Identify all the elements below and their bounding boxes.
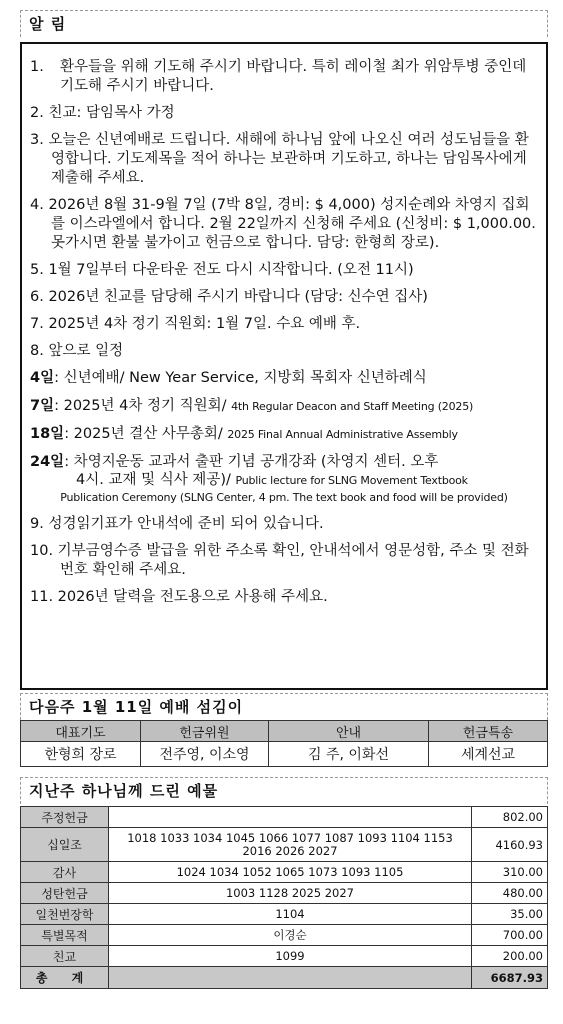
schedule-text-en: Public lecture for SLNG Movement Textbook: [235, 474, 468, 487]
schedule-text-en-cont: Publication Ceremony (SLNG Center, 4 pm. The text book and food will be provided): [60, 491, 508, 504]
schedule-day: 18일: [30, 426, 65, 442]
offering-total-row: [21, 967, 548, 989]
notice-item-3: 3. 오늘은 신년예배로 드립니다. 새해에 하나님 앞에 나오신 여러 성도님들을 환영합니다. 기도제목을 적어 하나는 보관하며 기도하고, 하나는 담임목사에게 제출해 주세요.: [30, 132, 529, 186]
notice-item-8: 8. 앞으로 일정: [30, 343, 124, 359]
notice-item-1: [30, 58, 538, 96]
offering-amount: 4160.93: [472, 828, 548, 862]
offering-amount: 200.00: [472, 946, 548, 967]
service-header: 헌금특송: [429, 721, 548, 742]
offering-ids: 1018 1033 1034 1045 1066 1077 1087 1093 1104 1153 2016 2026 2027: [109, 828, 472, 862]
notice-item-6: 6. 2026년 친교를 담당해 주시기 바랍니다 (담당: 신수연 집사): [30, 289, 428, 305]
notice-item-2: 2. 친교: 담임목사 가정: [30, 105, 175, 121]
notice-title: 알 림: [20, 10, 548, 37]
offering-row: [21, 904, 548, 925]
offering-label: 십일조: [21, 828, 109, 862]
notice-item-7: 7. 2025년 4차 정기 직원회: 1월 7일. 수요 예배 후.: [30, 316, 361, 332]
schedule-text-cont: 4시. 교재 및 식사 제공)/: [76, 472, 236, 488]
offering-ids: 1024 1034 1052 1065 1073 1093 1105: [109, 862, 472, 883]
schedule-day: 7일: [30, 398, 55, 414]
service-cell: 전주영, 이소영: [141, 742, 269, 767]
schedule-text: : 신년예배/ New Year Service, 지방회 목회자 신년하례식: [54, 370, 427, 386]
schedule-text: : 차영지운동 교과서 출판 기념 공개강좌 (차영지 센터. 오후: [64, 454, 439, 470]
offering-total-blank: [109, 967, 472, 989]
schedule-item-18: [30, 425, 538, 444]
offering-ids: [109, 807, 472, 828]
notice-box: [20, 42, 548, 690]
offering-amount: 310.00: [472, 862, 548, 883]
offering-ids: 1104: [109, 904, 472, 925]
offering-row: [21, 862, 548, 883]
offering-title: 지난주 하나님께 드린 예물: [20, 777, 548, 804]
offering-amount: 802.00: [472, 807, 548, 828]
notice-item-4: 4. 2026년 8월 31-9월 7일 (7박 8일, 경비: $ 4,000) 성지순례와 차영지 집회를 이스라엘에서 합니다. 2월 22일까지 신청해 주세요 (신청비: $ 1,000.00. 못가시면 환불 불가이고 헌금으로 합니다. 담당: 한형희 장로).: [30, 197, 536, 251]
offering-label: 주정헌금: [21, 807, 109, 828]
offering-ids: 1099: [109, 946, 472, 967]
notice-item-5: 5. 1월 7일부터 다운타운 전도 다시 시작합니다. (오전 11시): [30, 262, 414, 278]
offering-amount: 480.00: [472, 883, 548, 904]
offering-row: [21, 807, 548, 828]
offering-total-amount: 6687.93: [472, 967, 548, 989]
schedule-text-en: 2025 Final Annual Administrative Assembly: [227, 428, 458, 441]
service-row: [21, 742, 548, 767]
service-header: 헌금위원: [141, 721, 269, 742]
offering-label: 감사: [21, 862, 109, 883]
schedule-item-7: [30, 397, 538, 416]
offering-amount: 700.00: [472, 925, 548, 946]
service-cell: 한형희 장로: [21, 742, 141, 767]
offering-row: [21, 883, 548, 904]
service-header-row: [21, 721, 548, 742]
offering-label: 일천번장학: [21, 904, 109, 925]
schedule-item-24: [30, 453, 538, 506]
service-cell: 김 주, 이화선: [269, 742, 429, 767]
schedule-day: 24일: [30, 454, 65, 470]
offering-ids: 1003 1128 2025 2027: [109, 883, 472, 904]
offering-row: [21, 925, 548, 946]
notice-item-10: 10. 기부금영수증 발급을 위한 주소록 확인, 안내석에서 영문성함, 주소 및 전화번호 확인해 주세요.: [30, 543, 529, 578]
schedule-text: : 2025년 결산 사무총회/: [64, 426, 228, 442]
service-header: 안내: [269, 721, 429, 742]
offering-table: [20, 806, 548, 989]
offering-label: 친교: [21, 946, 109, 967]
service-cell: 세계선교: [429, 742, 548, 767]
notice-item-9: 9. 성경읽기표가 안내석에 준비 되어 있습니다.: [30, 516, 324, 532]
service-table: [20, 720, 548, 767]
notice-item-1-num: 1.: [30, 59, 44, 75]
service-header: 대표기도: [21, 721, 141, 742]
offering-row: [21, 828, 548, 862]
offering-amount: 35.00: [472, 904, 548, 925]
notice-item-11: 11. 2026년 달력을 전도용으로 사용해 주세요.: [30, 589, 328, 605]
offering-total-label: 총 계: [21, 967, 109, 989]
schedule-text: : 2025년 4차 정기 직원회/: [54, 398, 232, 414]
notice-item-1-text: 환우들을 위해 기도해 주시기 바랍니다. 특히 레이철 최가 위암투병 중인데 기도해 주시기 바랍니다.: [60, 59, 527, 94]
schedule-item-4: [30, 369, 538, 388]
offering-ids: 이경순: [109, 925, 472, 946]
service-title: 다음주 1월 11일 예배 섬김이: [20, 693, 548, 720]
offering-row: [21, 946, 548, 967]
schedule-day: 4일: [30, 370, 55, 386]
schedule-text-en: 4th Regular Deacon and Staff Meeting (2025): [231, 400, 474, 413]
offering-label: 특별목적: [21, 925, 109, 946]
offering-label: 성탄헌금: [21, 883, 109, 904]
